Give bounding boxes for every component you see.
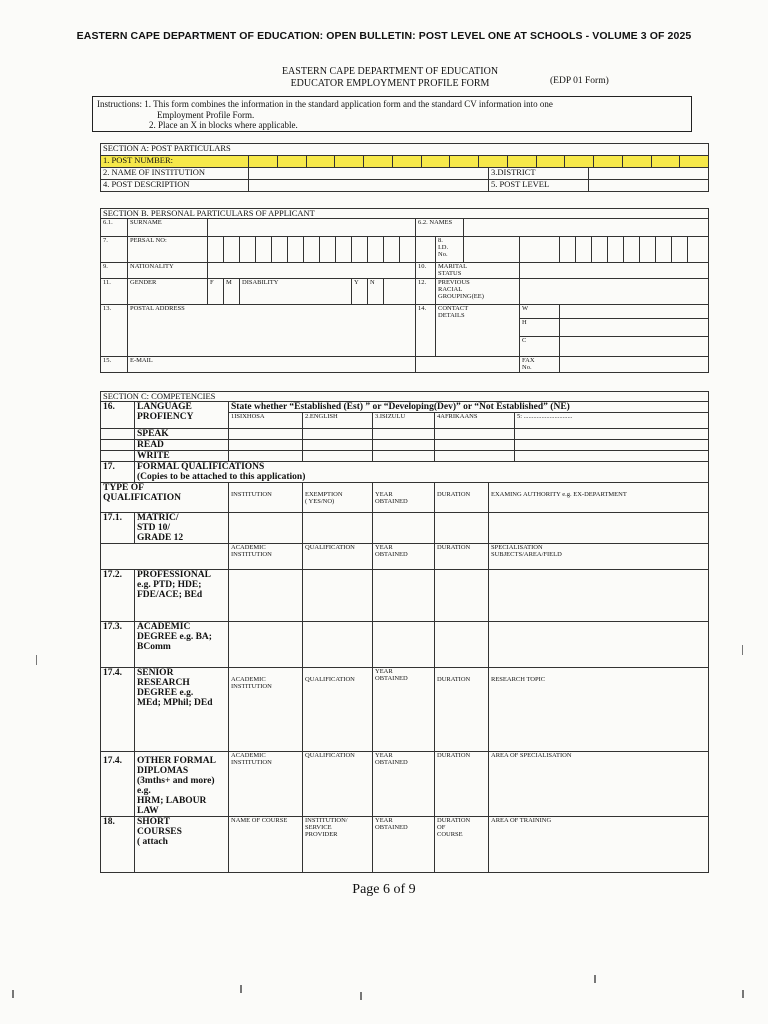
other-diplomas-label: OTHER FORMAL DIPLOMAS (3mths+ and more) e.g. HRM; LABOUR LAW xyxy=(135,752,229,817)
matric-label: MATRIC/ STD 10/ GRADE 12 xyxy=(135,513,229,544)
persal-box[interactable] xyxy=(304,237,320,263)
id-label: 8. I.D. No. xyxy=(436,237,464,263)
short-courses-label: SHORT COURSES ( attach xyxy=(135,817,229,873)
persal-box[interactable] xyxy=(288,237,304,263)
section-c-table xyxy=(100,391,709,873)
blank xyxy=(101,429,135,440)
surname-label: SURNAME xyxy=(128,219,208,237)
row-number: 14. xyxy=(416,305,436,357)
research-topic-col: RESEARCH TOPIC xyxy=(489,668,709,752)
row-number: 17.4. xyxy=(101,752,135,817)
row-number: 17.4. xyxy=(101,668,135,752)
row-number: 13. xyxy=(101,305,128,357)
fax-label: FAX No. xyxy=(520,357,560,373)
year-col: YEAR OBTAINED xyxy=(373,752,435,817)
cell[interactable] xyxy=(435,451,515,462)
write-label: WRITE xyxy=(135,451,229,462)
persal-box[interactable] xyxy=(400,237,416,263)
row-number: 16. xyxy=(101,402,135,429)
academic-inst-col: ACADEMIC INSTITUTION xyxy=(229,752,303,817)
persal-box[interactable] xyxy=(384,237,400,263)
academic-inst-col: ACADEMIC INSTITUTION xyxy=(229,668,303,752)
id-box[interactable] xyxy=(520,237,560,263)
id-box[interactable] xyxy=(560,237,576,263)
email-spacer xyxy=(416,357,520,373)
year-col: YEAR OBTAINED xyxy=(373,483,435,513)
duration-course-col: DURATION OF COURSE xyxy=(435,817,489,873)
persal-box[interactable] xyxy=(240,237,256,263)
row-number: 10. xyxy=(416,263,436,279)
cell[interactable] xyxy=(435,513,489,544)
contact-w-field[interactable] xyxy=(560,305,709,319)
fax-field[interactable] xyxy=(560,357,709,373)
institution-label: 2. NAME OF INSTITUTION xyxy=(101,168,249,180)
contact-c: C xyxy=(520,337,560,357)
read-label: READ xyxy=(135,440,229,451)
gender-f[interactable]: F xyxy=(208,279,224,305)
persal-label: PERSAL NO: xyxy=(128,237,208,263)
section-b-title: SECTION B. PERSONAL PARTICULARS OF APPLICANT xyxy=(101,209,709,219)
persal-box[interactable] xyxy=(368,237,384,263)
cell[interactable] xyxy=(515,429,709,440)
language-label: LANGUAGE PROFIENCY xyxy=(135,402,229,429)
email-field[interactable]: E-MAIL xyxy=(128,357,416,373)
gender-m[interactable]: M xyxy=(224,279,240,305)
formal-qual-label: FORMAL QUALIFICATIONS (Copies to be attached to this application) xyxy=(135,462,709,483)
id-box[interactable] xyxy=(592,237,608,263)
cell[interactable] xyxy=(303,429,373,440)
bulletin-header: EASTERN CAPE DEPARTMENT OF EDUCATION: OPEN BULLETIN: POST LEVEL ONE AT SCHOOLS - VOLUME 3 OF 2025 xyxy=(76,30,692,42)
cell[interactable] xyxy=(435,440,515,451)
lang-col: 3.ISIZULU xyxy=(373,413,435,429)
cell[interactable] xyxy=(435,429,515,440)
cell[interactable] xyxy=(373,451,435,462)
state-instruction: State whether “Established (Est) ” or “Developing(Dev)” or “Not Established” (NE) xyxy=(229,402,709,413)
nationality-field[interactable] xyxy=(208,263,416,279)
disability-y[interactable]: Y xyxy=(352,279,368,305)
duration-col: DURATION xyxy=(435,668,489,752)
row-number: 17.3. xyxy=(101,622,135,668)
id-box[interactable] xyxy=(608,237,624,263)
district-field[interactable] xyxy=(589,168,709,180)
lang-col: 1ISIXHOSA xyxy=(229,413,303,429)
blank xyxy=(101,544,229,570)
gender-label: GENDER xyxy=(128,279,208,305)
row-number: 12. xyxy=(416,279,436,305)
area-spec-col: AREA OF SPECIALISATION xyxy=(489,752,709,817)
id-box[interactable] xyxy=(624,237,640,263)
row-number: 11. xyxy=(101,279,128,305)
contact-c-field[interactable] xyxy=(560,337,709,357)
cell[interactable] xyxy=(489,622,709,668)
racial-field[interactable] xyxy=(520,279,709,305)
row-number: 18. xyxy=(101,817,135,873)
id-box[interactable] xyxy=(464,237,520,263)
id-box[interactable] xyxy=(640,237,656,263)
cell[interactable] xyxy=(229,451,303,462)
persal-box[interactable] xyxy=(272,237,288,263)
qualification-col: QUALIFICATION xyxy=(303,668,373,752)
id-box[interactable] xyxy=(656,237,672,263)
post-description-label: 4. POST DESCRIPTION xyxy=(101,180,249,192)
form-title-line2: EDUCATOR EMPLOYMENT PROFILE FORM xyxy=(290,78,490,89)
names-label: 6.2. NAMES xyxy=(416,219,464,237)
duration-col: DURATION xyxy=(435,544,489,570)
cell[interactable] xyxy=(303,622,373,668)
cell[interactable] xyxy=(229,440,303,451)
duration-col: DURATION xyxy=(435,483,489,513)
nationality-label: NATIONALITY xyxy=(128,263,208,279)
cell[interactable] xyxy=(435,622,489,668)
senior-label: SENIOR RESEARCH DEGREE e.g. MEd; MPhil; DEd xyxy=(135,668,229,752)
form-title xyxy=(250,66,530,90)
persal-box[interactable] xyxy=(320,237,336,263)
disability-n[interactable]: N xyxy=(368,279,384,305)
form-title-line1: EASTERN CAPE DEPARTMENT OF EDUCATION xyxy=(281,66,499,77)
cell[interactable] xyxy=(489,570,709,622)
names-field[interactable] xyxy=(464,219,709,237)
page-number: Page 6 of 9 xyxy=(352,882,416,897)
post-level-label: 5. POST LEVEL xyxy=(489,180,589,192)
row-number: 9. xyxy=(101,263,128,279)
duration-col: DURATION xyxy=(435,752,489,817)
cell[interactable] xyxy=(229,429,303,440)
section-b-table xyxy=(100,208,709,373)
qualification-col: QUALIFICATION xyxy=(303,752,373,817)
cell[interactable] xyxy=(373,429,435,440)
professional-label: PROFESSIONAL e.g. PTD; HDE; FDE/ACE; BEd xyxy=(135,570,229,622)
section-c-title: SECTION C: COMPETENCIES xyxy=(101,392,709,402)
blank xyxy=(101,451,135,462)
cell[interactable] xyxy=(489,513,709,544)
area-training-col: AREA OF TRAINING xyxy=(489,817,709,873)
persal-box[interactable] xyxy=(208,237,224,263)
id-box[interactable] xyxy=(576,237,592,263)
cell[interactable] xyxy=(303,451,373,462)
cell[interactable] xyxy=(435,570,489,622)
row-number: 7. xyxy=(101,237,128,263)
id-box[interactable] xyxy=(672,237,688,263)
cell[interactable] xyxy=(303,513,373,544)
institution-field[interactable] xyxy=(249,168,489,180)
disability-label: DISABILITY xyxy=(240,279,352,305)
cell[interactable] xyxy=(373,622,435,668)
district-label: 3.DISTRICT xyxy=(489,168,589,180)
academic-inst-col: ACADEMIC INSTITUTION xyxy=(229,544,303,570)
contact-h-field[interactable] xyxy=(560,319,709,337)
section-a-table xyxy=(100,143,709,192)
cell[interactable] xyxy=(303,440,373,451)
row-number: 17.2. xyxy=(101,570,135,622)
exemption-col: EXEMPTION ( YES/NO) xyxy=(303,483,373,513)
row-number: 6.1. xyxy=(101,219,128,237)
year-col: YEAR OBTAINED xyxy=(373,668,435,752)
post-number-boxes[interactable] xyxy=(249,156,709,168)
marital-label: MARITAL STATUS xyxy=(436,263,520,279)
contact-h: H xyxy=(520,319,560,337)
qualification-col: QUALIFICATION xyxy=(303,544,373,570)
cell[interactable] xyxy=(229,622,303,668)
cell[interactable] xyxy=(229,513,303,544)
year-col: YEAR OBTAINED xyxy=(373,544,435,570)
persal-box[interactable] xyxy=(256,237,272,263)
row-number: 17.1. xyxy=(101,513,135,544)
instruction-line: Employment Profile Form. xyxy=(157,109,255,120)
disability-field[interactable] xyxy=(384,279,416,305)
instruction-line: Instructions: 1. This form combines the information in the standard application form and the standard CV information into one xyxy=(97,99,553,109)
section-a-title: SECTION A: POST PARTICULARS xyxy=(101,144,709,156)
specialisation-col: SPECIALISATION SUBJECTS/AREA/FIELD xyxy=(489,544,709,570)
blank xyxy=(101,440,135,451)
cell[interactable] xyxy=(303,570,373,622)
cell[interactable] xyxy=(515,451,709,462)
row-number: 17. xyxy=(101,462,135,483)
cell[interactable] xyxy=(229,570,303,622)
persal-box[interactable] xyxy=(352,237,368,263)
speak-label: SPEAK xyxy=(135,429,229,440)
row-number: 15. xyxy=(101,357,128,373)
lang-col: 5: .............................. xyxy=(515,413,709,429)
form-code: (EDP 01 Form) xyxy=(550,76,609,86)
marital-field[interactable] xyxy=(520,263,709,279)
lang-col: 2.ENGLISH xyxy=(303,413,373,429)
persal-box[interactable] xyxy=(224,237,240,263)
examining-col: EXAMING AUTHORITY e.g. EX-DEPARTMENT xyxy=(489,483,709,513)
cell[interactable] xyxy=(373,570,435,622)
persal-box[interactable] xyxy=(336,237,352,263)
name-course-col: NAME OF COURSE xyxy=(229,817,303,873)
type-qual-label: TYPE OF QUALIFICATION xyxy=(101,483,229,513)
cell[interactable] xyxy=(373,440,435,451)
instruction-line: 2. Place an X in blocks where applicable. xyxy=(149,120,298,130)
institution-col: INSTITUTION xyxy=(229,483,303,513)
instructions-box xyxy=(92,96,692,132)
surname-field[interactable] xyxy=(208,219,416,237)
inst-service-col: INSTITUTION/ SERVICE PROVIDER xyxy=(303,817,373,873)
post-number-label: 1. POST NUMBER: xyxy=(101,156,249,168)
lang-col: 4AFRIKAANS xyxy=(435,413,515,429)
post-description-field[interactable] xyxy=(249,180,489,192)
cell[interactable] xyxy=(515,440,709,451)
contact-w: W xyxy=(520,305,560,319)
cell[interactable] xyxy=(373,513,435,544)
academic-label: ACADEMIC DEGREE e.g. BA; BComm xyxy=(135,622,229,668)
persal-box[interactable] xyxy=(416,237,436,263)
id-box[interactable] xyxy=(688,237,709,263)
racial-label: PREVIOUS RACIAL GROUPING(EE) xyxy=(436,279,520,305)
post-level-field[interactable] xyxy=(589,180,709,192)
year-col: YEAR OBTAINED xyxy=(373,817,435,873)
contact-label: CONTACT DETAILS xyxy=(436,305,520,357)
postal-address[interactable]: POSTAL ADDRESS xyxy=(128,305,416,357)
